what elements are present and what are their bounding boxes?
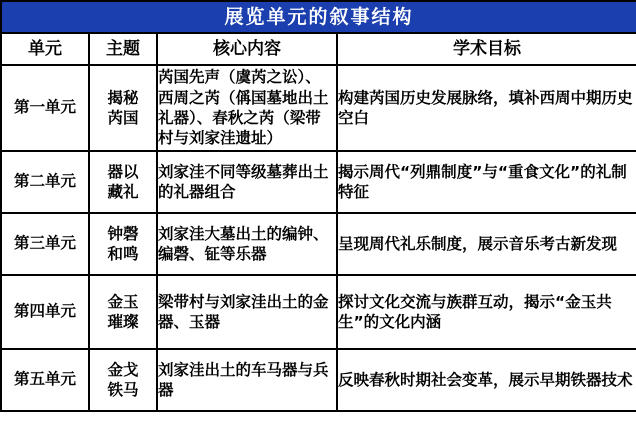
cell-content: 刘家洼出土的车马器与兵器 <box>157 349 337 411</box>
table-header-row <box>1 33 636 65</box>
cell-goal: 呈现周代礼乐制度，展示音乐考古新发现 <box>337 213 636 275</box>
cell-content: 芮国先声（虞芮之讼）、西周之芮（偁国墓地出土礼器）、春秋之芮（梁带村与刘家洼遗址） <box>157 65 337 151</box>
column-header-unit: 单元 <box>1 33 89 65</box>
cell-unit: 第五单元 <box>1 349 89 411</box>
table-row <box>1 151 636 213</box>
table-row <box>1 65 636 151</box>
table-title: 展览单元的叙事结构 <box>1 1 636 33</box>
cell-unit: 第三单元 <box>1 213 89 275</box>
cell-theme: 钟磬 和鸣 <box>89 213 157 275</box>
cell-content: 刘家洼不同等级墓葬出土的礼器组合 <box>157 151 337 213</box>
cell-content: 刘家洼大墓出土的编钟、编磬、钲等乐器 <box>157 213 337 275</box>
cell-content: 梁带村与刘家洼出土的金器、玉器 <box>157 275 337 349</box>
table-title-row <box>1 1 636 33</box>
cell-theme: 器以 藏礼 <box>89 151 157 213</box>
cell-goal: 揭示周代“列鼎制度”与“重食文化”的礼制特征 <box>337 151 636 213</box>
cell-theme: 金戈 铁马 <box>89 349 157 411</box>
cell-unit: 第四单元 <box>1 275 89 349</box>
table-row <box>1 213 636 275</box>
cell-unit: 第二单元 <box>1 151 89 213</box>
cell-theme: 揭秘 芮国 <box>89 65 157 151</box>
column-header-theme: 主题 <box>89 33 157 65</box>
cell-theme: 金玉 璀璨 <box>89 275 157 349</box>
column-header-goal: 学术目标 <box>337 33 636 65</box>
table-row <box>1 275 636 349</box>
table-row <box>1 349 636 411</box>
cell-goal: 反映春秋时期社会变革，展示早期铁器技术 <box>337 349 636 411</box>
cell-unit: 第一单元 <box>1 65 89 151</box>
cell-goal: 构建芮国历史发展脉络，填补西周中期历史空白 <box>337 65 636 151</box>
cell-goal: 探讨文化交流与族群互动，揭示“金玉共生”的文化内涵 <box>337 275 636 349</box>
column-header-content: 核心内容 <box>157 33 337 65</box>
